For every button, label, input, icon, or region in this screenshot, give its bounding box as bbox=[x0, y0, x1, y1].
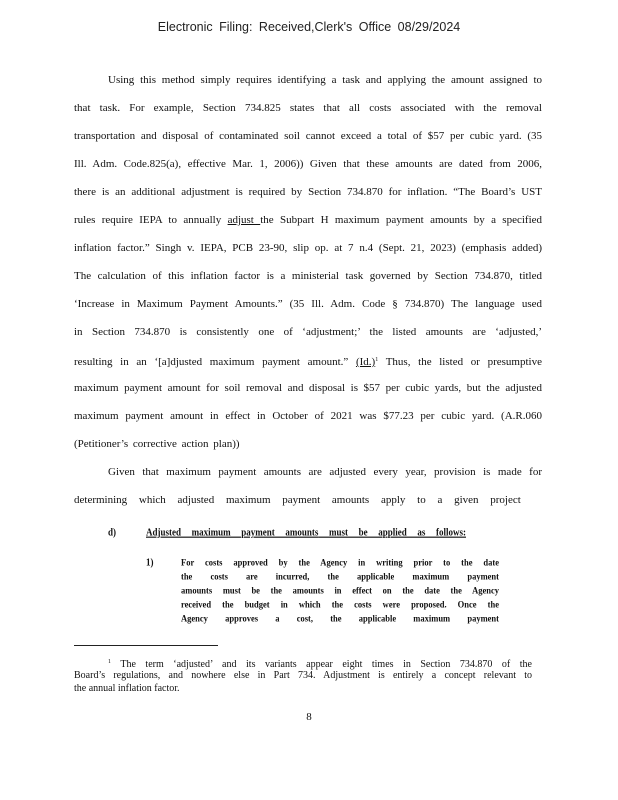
body-line: The calculation of this inflation factor is a ministerial task governed by Section 734.870, titled bbox=[74, 270, 542, 282]
quoted-line: Agency approves a cost, the applicable maximum payment bbox=[181, 612, 499, 624]
footnote-marker: 1 bbox=[375, 357, 379, 363]
body-line: Ill. Adm. Code.825(a), effective Mar. 1, 2006)) Given that these amounts are dated from 2006, bbox=[74, 158, 542, 170]
footnote-line: Board’s regulations, and nowhere else in Part 734. Adjustment is entirely a concept relevant to bbox=[74, 670, 532, 681]
body-line bbox=[74, 213, 542, 227]
footnote-number: 1 bbox=[108, 659, 111, 665]
citation-id: (Id.) bbox=[355, 356, 376, 368]
body-text: the Subpart H maximum payment amounts by a specified bbox=[260, 214, 543, 226]
body-line: Given that maximum payment amounts are adjusted every year, provision is made for bbox=[108, 466, 542, 478]
body-line: ‘Increase in Maximum Payment Amounts.” (35 Ill. Adm. Code § 734.870) The language used bbox=[74, 298, 542, 310]
emphasis-underline: adjust bbox=[227, 214, 261, 226]
page-number: 8 bbox=[306, 711, 312, 723]
body-text: Thus, the listed or presumptive bbox=[378, 356, 542, 368]
filing-stamp-header: Electronic Filing: Received,Clerk's Office 08/29/2024 bbox=[157, 20, 461, 34]
subsection-1-marker: 1) bbox=[146, 556, 154, 568]
body-text: resulting in an ‘[a]djusted maximum payment amount.” bbox=[74, 356, 356, 368]
quoted-line: amounts must be the amounts in effect on the date the Agency bbox=[181, 584, 499, 596]
body-line: in Section 734.870 is consistently one of ‘adjustment;’ the listed amounts are ‘adjusted,’ bbox=[74, 326, 542, 338]
body-line: there is an additional adjustment is required by Section 734.870 for inflation. “The Board’s UST bbox=[74, 186, 542, 198]
body-text: rules require IEPA to annually bbox=[74, 214, 228, 226]
subsection-d-title: Adjusted maximum payment amounts bbox=[146, 526, 319, 538]
quoted-line: the costs are incurred, the applicable maximum payment bbox=[181, 570, 499, 582]
body-line: inflation factor.” Singh v. IEPA, PCB 23-90, slip op. at 7 n.4 (Sept. 21, 2023) (emphasis added) bbox=[74, 242, 542, 254]
footnote-text: The term ‘adjusted’ and its variants appear eight times in Section 734.870 of the bbox=[120, 659, 532, 670]
subsection-d-heading bbox=[146, 526, 466, 538]
quoted-line: received the budget in which the costs were proposed. Once the bbox=[181, 598, 499, 610]
body-line bbox=[74, 353, 542, 369]
footnote-line: the annual inflation factor. bbox=[74, 683, 180, 694]
footnote-rule bbox=[74, 645, 218, 646]
quoted-line: For costs approved by the Agency in writing prior to the date bbox=[181, 556, 499, 568]
subsection-d-marker: d) bbox=[108, 526, 117, 538]
body-line: transportation and disposal of contaminated soil cannot exceed a total of $57 per cubic yard. (35 bbox=[74, 130, 542, 142]
body-line: maximum payment amount for soil removal and disposal is $57 per cubic yards, but the adjusted bbox=[74, 382, 542, 394]
body-line: Using this method simply requires identifying a task and applying the amount assigned to bbox=[108, 74, 542, 86]
body-line: maximum payment amount in effect in October of 2021 was $77.23 per cubic yard. (A.R.060 bbox=[74, 410, 542, 422]
body-line: (Petitioner’s corrective action plan)) bbox=[74, 438, 240, 450]
subsection-d-tail: must be applied as follows: bbox=[329, 526, 466, 538]
body-line: determining which adjusted maximum payment amounts apply to a given project bbox=[74, 494, 521, 506]
body-line: that task. For example, Section 734.825 states that all costs associated with the removal bbox=[74, 102, 542, 114]
